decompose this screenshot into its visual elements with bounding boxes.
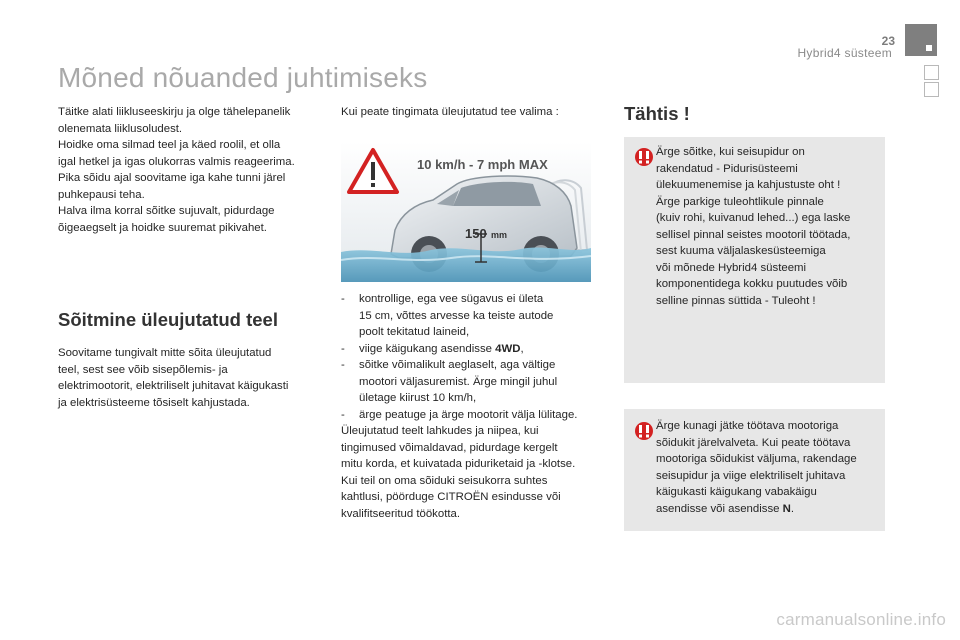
text-line: elektrimootorit, elektriliselt juhitavat käigukasti [58,380,289,392]
text-line: sõidukit järelvalveta. Kui peate töötava [656,436,851,449]
text-line: Üleujutatud teelt lahkudes ja niipea, kui [341,425,539,437]
page-title: Mõned nõuanded juhtimiseks [58,62,428,93]
list-item [341,357,603,407]
text-line: viige käigukang asendisse [359,342,496,355]
warning-text [656,144,881,309]
flooded-road-text [58,345,328,411]
text-line: ülekuumenemise ja kahjustuste oht ! [656,179,841,191]
text-line: ja elektrisüsteeme tõsiselt kahjustada. [58,396,250,409]
text-line: Kui teil on oma sõiduki seisukorra suhtes [341,474,548,487]
bullet-dash: - [341,293,345,305]
text-line: Täitke alati liikluseeskirju ja olge tähelepanelik [58,106,291,118]
text-line: Soovitame tungivalt mitte sõita üleujutatud [58,347,272,359]
intro-text [58,104,328,236]
text-line: komponentidega kokku puutudes võib [656,278,848,290]
text-line: selline pinnas süttida - Tuleoht ! [656,294,816,307]
alert-exclamation-icon [634,147,654,167]
text-line: rakendatud - Pidurisüsteemi [656,162,798,175]
text-line: õigeaegselt ja hoidke suuremat pikivahet. [58,221,267,234]
text-line: kontrollige, ega vee sügavus ei ületa [359,293,544,305]
speed-limit-label: 10 km/h - 7 mph MAX [417,157,548,172]
punctuation: , [520,342,524,355]
footer-watermark: carmanualsonline.info [776,610,946,629]
alert-exclamation-icon [634,421,654,441]
warning-box-unattended [624,409,885,531]
text-line: kvalifitseeritud töökotta. [341,507,461,520]
list-item [341,291,603,341]
bullet-dash: - [341,359,345,371]
list-item [341,407,603,424]
text-line: sest kuuma väljalaskesüsteemiga [656,245,826,257]
text-line: poolt tekitatud laineid, [359,326,470,338]
text-line: Hoidke oma silmad teel ja käed roolil, et olla [58,139,281,151]
text-line: 15 cm, võttes arvesse ka teiste autode [359,309,554,322]
text-line: ärge peatuge ja ärge mootorit välja lülitage. [359,408,578,421]
text-line: Pika sõidu ajal soovitame iga kahe tunni järel [58,172,286,184]
depth-value: 150 [465,226,487,241]
bullet-dash: - [341,342,345,355]
flooded-road-heading: Sõitmine üleujutatud teel [58,309,278,330]
section-tab-active[interactable] [905,24,937,56]
important-heading: Tähtis ! [624,103,690,124]
text-line: käigukasti käigukang vabakäigu [656,486,817,498]
instruction-list [341,291,603,423]
section-tab[interactable] [924,82,939,97]
text-fragment: asendisse või asendisse [656,502,783,515]
flooded-lead-text: Kui peate tingimata üleujutatud tee valima : [341,106,559,118]
section-label: Hybrid4 süsteem [797,46,892,60]
depth-unit: mm [491,230,508,240]
text-line: ületage kiirust 10 km/h, [359,392,477,404]
text-line: igal hetkel ja igas olukorras valmis reageerima. [58,155,295,168]
text-line: mootoriga sõidukist väljuma, rakendage [656,453,857,465]
text-line: Ärge kunagi jätke töötava mootoriga [656,420,839,432]
flooded-road-illustration [341,142,591,282]
text-line: või mõnede Hybrid4 süsteemi [656,261,807,274]
text-line: mootori väljasuremist. Ärge mingil juhul [359,375,558,388]
warning-box-parking-brake [624,137,885,383]
list-item [341,341,603,358]
flooded-instructions [341,291,603,522]
punctuation: . [790,502,795,515]
bullet-dash: - [341,408,345,421]
page-number: 23 [881,34,895,48]
text-line: seisupidur ja viige elektriliselt juhitava [656,469,846,482]
gear-4wd-label: 4WD [495,342,521,355]
text-line: puhkepausi teha. [58,188,145,201]
text-line: (kuiv rohi, kuivanud lehed...) ega laske [656,212,851,224]
text-line: Ärge sõitke, kui seisupidur on [656,146,805,158]
text-line: olenemata liiklusoludest. [58,122,183,135]
text-line: kahtlusi, pöörduge CITROËN esindusse või [341,491,561,503]
text-line: mitu korda, et kuivatada piduriketaid ja -klotse. [341,458,576,470]
warning-text [656,418,881,517]
text-line: Halva ilma korral sõitke sujuvalt, pidurdage [58,205,275,217]
section-tab[interactable] [924,65,939,80]
text-line: Ärge parkige tuleohtlikule pinnale [656,195,824,208]
text-line [656,501,881,518]
gear-n-label: N [782,502,791,515]
text-line: sellisel pinnal seistes mootoril töötada, [656,228,851,241]
text-line: sõitke võimalikult aeglaselt, aga vältige [359,359,556,371]
text-line: tingimused võimaldavad, pidurdage kergelt [341,441,558,454]
text-line: teel, sest see võib sisepõlemis- ja [58,363,228,376]
